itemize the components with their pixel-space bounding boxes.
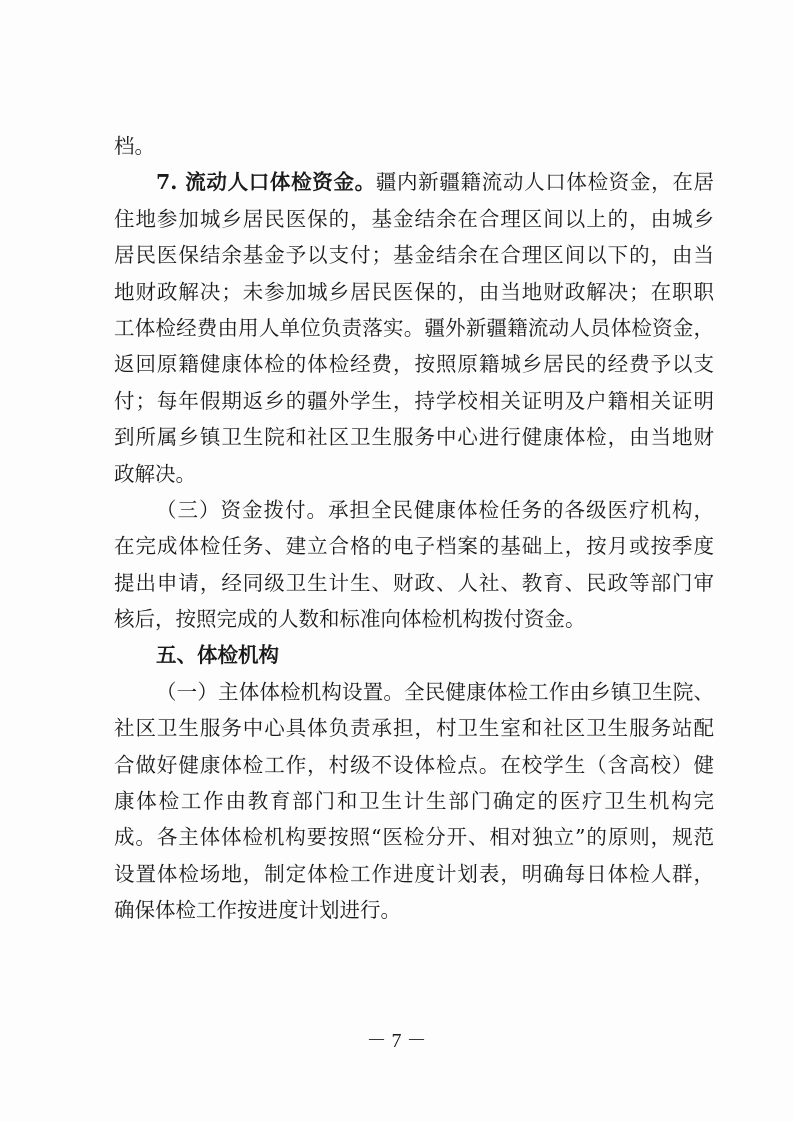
paragraph-line: 社区卫生服务中心具体负责承担，村卫生室和社区卫生服务站配	[114, 716, 714, 741]
paragraph-line: 合做好健康体检工作，村级不设体检点。在校学生（含高校）健	[114, 752, 714, 777]
paragraph-line: 康体检工作由教育部门和卫生计生部门确定的医疗卫生机构完	[114, 789, 714, 814]
body-text	[114, 128, 714, 929]
paragraph-line: 设置体检场地，制定体检工作进度计划表，明确每日体检人群，	[114, 861, 714, 886]
paragraph-line: 住地参加城乡居民医保的，基金结余在合理区间以上的，由城乡	[114, 206, 714, 231]
paragraph-line: 提出申请，经同级卫生计生、财政、人社、教育、民政等部门审	[114, 570, 714, 595]
paragraph-line: 到所属乡镇卫生院和社区卫生服务中心进行健康体检，由当地财	[114, 425, 714, 450]
paragraph-line: 在完成体检任务、建立合格的电子档案的基础上，按月或按季度	[114, 534, 714, 559]
paragraph-line: 核后，按照完成的人数和标准向体检机构拨付资金。	[114, 607, 586, 632]
paragraph-line: 成。各主体体检机构要按照“医检分开、相对独立”的原则，规范	[114, 825, 714, 850]
paragraph-line: （三）资金拨付。承担全民健康体检任务的各级医疗机构，	[156, 497, 714, 522]
paragraph-line: 工体检经费由用人单位负责落实。疆外新疆籍流动人员体检资金，	[114, 315, 714, 340]
section-heading: 五、体检机构	[156, 643, 279, 668]
paragraph-line	[114, 164, 714, 200]
paragraph-line: （一）主体体检机构设置。全民健康体检工作由乡镇卫生院、	[156, 679, 714, 704]
item-7-heading: 7. 流动人口体检资金。	[156, 170, 376, 195]
item-7-text: 疆内新疆籍流动人口体检资金，在居	[375, 170, 714, 195]
paragraph-line: 返回原籍健康体检的体检经费，按照原籍城乡居民的经费予以支	[114, 352, 714, 377]
page-number: － 7 －	[366, 1030, 427, 1052]
paragraph-line: 付；每年假期返乡的疆外学生，持学校相关证明及户籍相关证明	[114, 388, 714, 413]
paragraph-line: 居民医保结余基金予以支付；基金结余在合理区间以下的，由当	[114, 243, 714, 268]
paragraph-line: 确保体检工作按进度计划进行。	[114, 898, 401, 923]
paragraph-line: 地财政解决；未参加城乡居民医保的，由当地财政解决；在职职	[114, 279, 714, 304]
continuation-line: 档。	[114, 134, 155, 158]
paragraph-line: 政解决。	[114, 461, 196, 486]
